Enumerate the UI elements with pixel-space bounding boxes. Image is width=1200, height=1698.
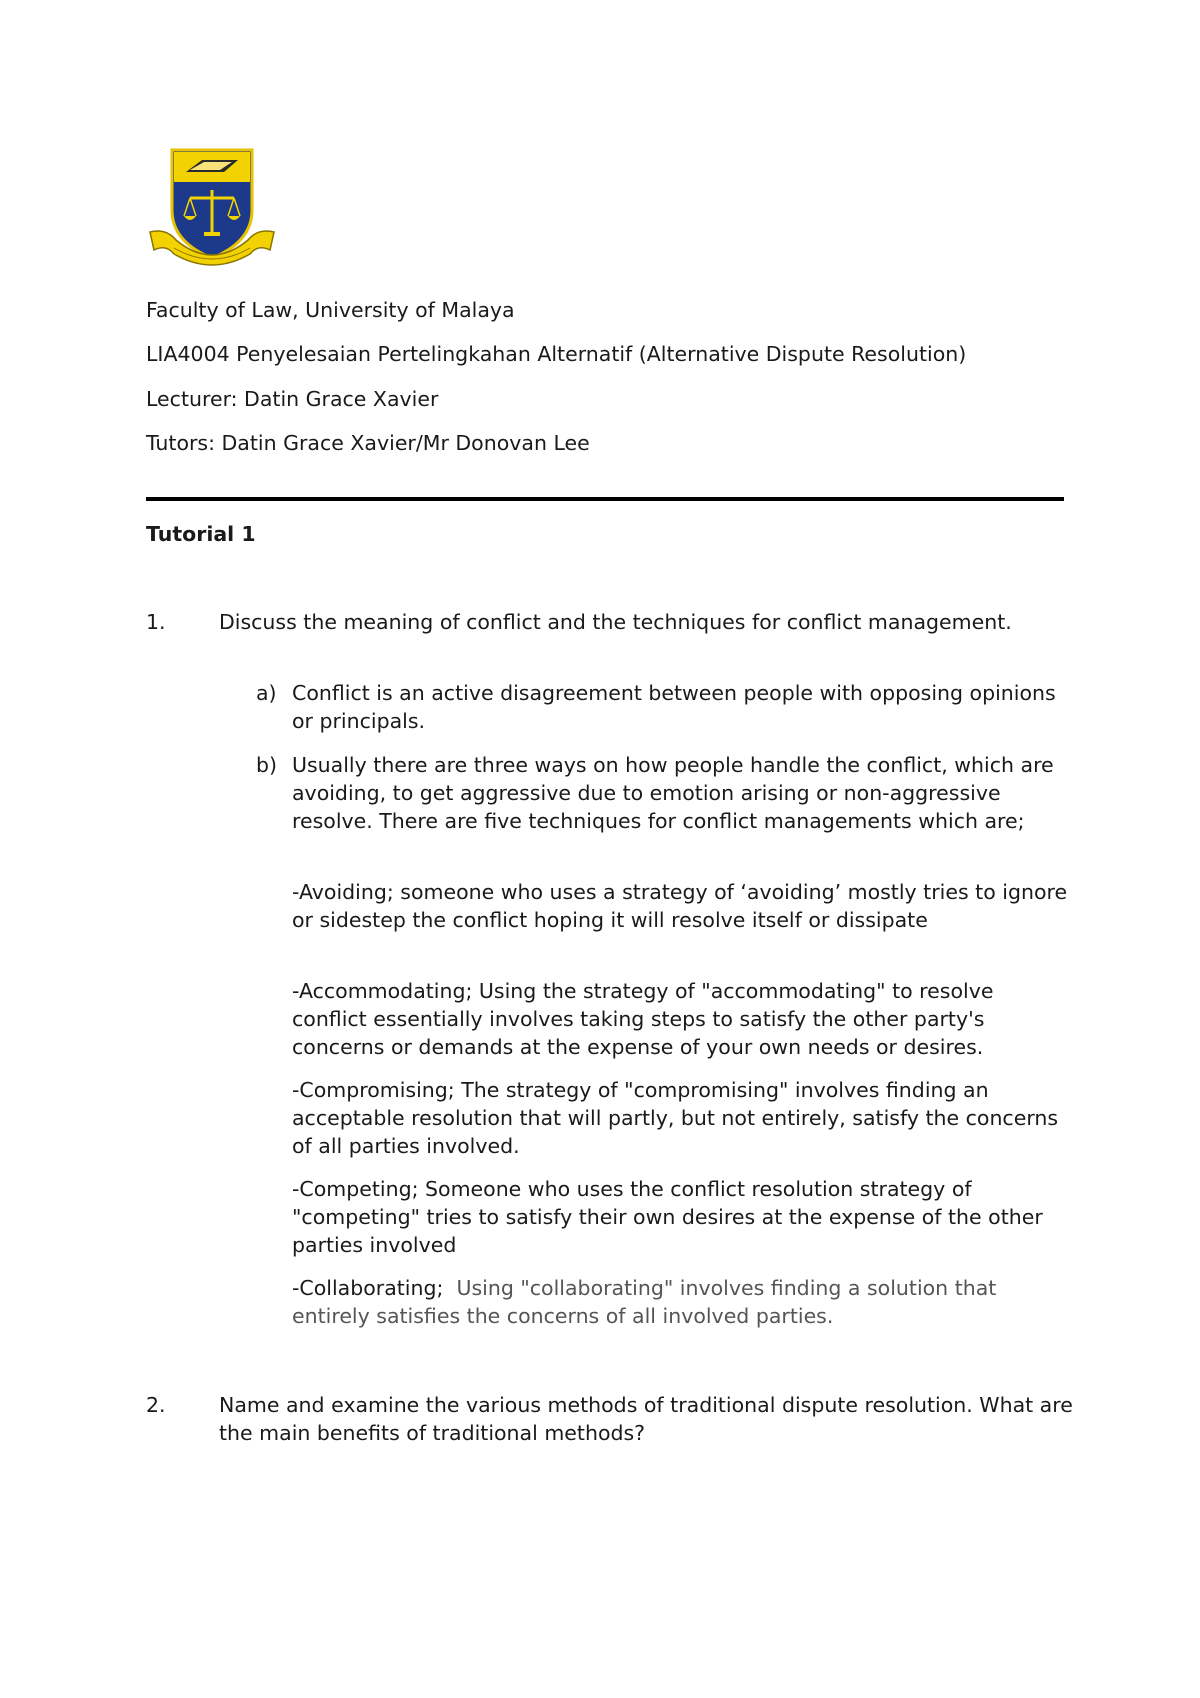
technique-collaborating-label: -Collaborating; [292, 1276, 444, 1300]
faculty-line: Faculty of Law, University of Malaya [146, 298, 515, 322]
technique-avoiding: -Avoiding; someone who uses a strategy of ‘avoiding’ mostly tries to ignore or sidestep the conflict hoping it will resolve itself or dissipate [292, 880, 1068, 932]
question-2-text: Name and examine the various methods of traditional dispute resolution. What are the main benefits of traditional methods? [219, 1393, 1073, 1445]
technique-accommodating: -Accommodating; Using the strategy of "accommodating" to resolve conflict essentially involves taking steps to satisfy the other party's concerns or demands at the expense of your own needs or desires. [292, 979, 994, 1059]
question-1-number: 1. [146, 610, 166, 634]
header-divider [146, 497, 1064, 501]
tutorial-title: Tutorial 1 [146, 522, 256, 546]
technique-compromising: -Compromising; The strategy of "compromising" involves finding an acceptable resolution that will partly, but not entirely, satisfy the concerns of all parties involved. [292, 1078, 1059, 1158]
question-2-number: 2. [146, 1393, 166, 1417]
answer-a-text: Conflict is an active disagreement between people with opposing opinions or principals. [292, 681, 1056, 733]
university-crest-logo [146, 146, 278, 274]
technique-competing: -Competing; Someone who uses the conflict resolution strategy of "competing" tries to satisfy their own desires at the expense of the other parties involved [292, 1177, 1043, 1257]
answer-b-marker: b) [256, 753, 278, 777]
answer-b-text: Usually there are three ways on how people handle the conflict, which are avoiding, to get aggressive due to emotion arising or non-aggressive resolve. There are five techniques for conflict managements which are; [292, 753, 1054, 833]
answer-a-marker: a) [256, 681, 277, 705]
lecturer-line: Lecturer: Datin Grace Xavier [146, 387, 439, 411]
technique-collaborating-text: Using "collaborating" involves finding a solution that entirely satisfies the concerns of all involved parties. [292, 1276, 997, 1328]
technique-collaborating [292, 1274, 1072, 1330]
course-line: LIA4004 Penyelesaian Pertelingkahan Alternatif (Alternative Dispute Resolution) [146, 342, 967, 366]
tutors-line: Tutors: Datin Grace Xavier/Mr Donovan Lee [146, 431, 590, 455]
question-1-text: Discuss the meaning of conflict and the techniques for conflict management. [219, 610, 1012, 634]
